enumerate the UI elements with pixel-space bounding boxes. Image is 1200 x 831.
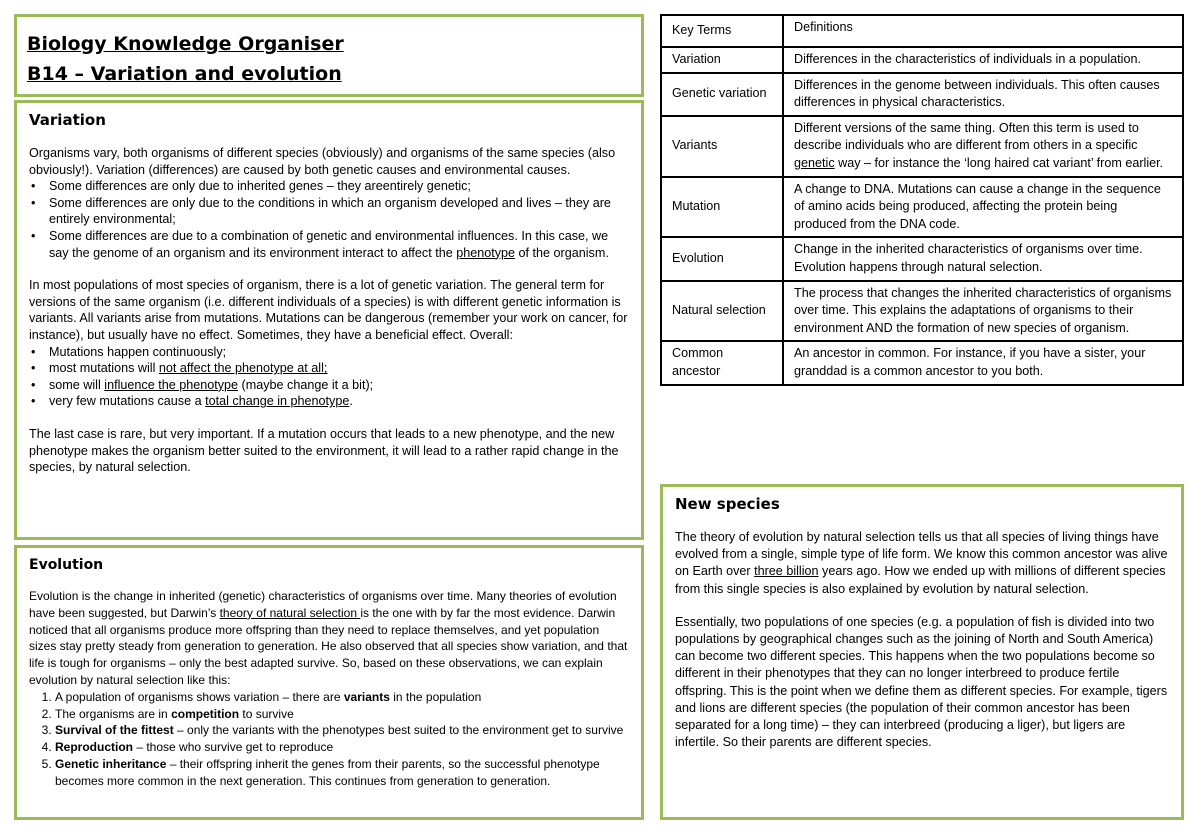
emphasis: genetic [794, 155, 835, 170]
list-item [55, 756, 629, 790]
text: The organisms are in [55, 706, 172, 721]
table-row [661, 177, 1183, 238]
list-item [49, 377, 629, 394]
title-line-1: Biology Knowledge Organiser [27, 33, 344, 55]
text: years ago. How we ended up with millions of different species from this single species is also explained by evolution by natural selection. [675, 564, 1166, 596]
natural-selection-steps [29, 689, 629, 790]
keyword: variants [343, 689, 390, 704]
new-species-section [660, 484, 1184, 820]
table-row [661, 237, 1183, 280]
text: Different versions of the same thing. Often this term is used to describe individuals who are different from others in a specific [794, 120, 1139, 153]
variation-causes-list [29, 178, 629, 261]
term-cell: Variants [661, 116, 783, 177]
text: – their offspring inherit the genes from their parents, so the successful phenotype becomes more common in the next generation. This continues from generation to generation. [55, 756, 600, 788]
variation-paragraph-2: In most populations of most species of organism, there is a lot of genetic variation. The general term for versions of the same organism (i.e. different individuals of a species) is with different genetic information is variants. All variants arise from mutations. Mutations can be dangerous (remember your work on cancer, for instance), but usually have no effect. Sometimes, they have a beneficial effect. Overall: [29, 278, 628, 342]
text: The theory of evolution by natural selection tells us that all species of living things have evolved from a single, simple type of life form. We know this common ancestor was alive on Earth over [675, 530, 1168, 579]
list-item [49, 393, 629, 410]
header-key-terms: Key Terms [661, 15, 783, 47]
variation-section [14, 100, 644, 540]
new-species-paragraph-1 [675, 529, 1169, 598]
text: A population of organisms shows variation – there are [55, 689, 344, 704]
term-cell: Natural selection [661, 281, 783, 342]
term-cell: Evolution [661, 237, 783, 280]
list-item [55, 689, 629, 706]
term-cell: Variation [661, 47, 783, 73]
text: . [349, 394, 353, 409]
keyword: Genetic inheritance [55, 756, 167, 771]
text: way – for instance the ‘long haired cat variant’ from earlier. [834, 155, 1164, 170]
text: in the population [389, 689, 482, 704]
table-row [661, 281, 1183, 342]
text: – those who survive get to reproduce [133, 740, 334, 755]
evolution-section [14, 545, 644, 820]
variation-heading: Variation [29, 111, 106, 129]
emphasis: not affect the phenotype at all; [158, 361, 328, 376]
text: (maybe change it a bit); [238, 377, 374, 392]
text: most mutations will [49, 361, 159, 376]
text: very few mutations cause a [49, 394, 206, 409]
definition-cell [783, 116, 1183, 177]
list-item [49, 228, 629, 261]
variation-paragraph-3: The last case is rare, but very important. If a mutation occurs that leads to a new phenotype, and the new phenotype makes the organism better suited to the environment, it will lead to a rather rapid change in the species, by natural selection. [29, 426, 619, 475]
list-item [55, 706, 629, 723]
new-species-paragraph-2: Essentially, two populations of one species (e.g. a population of fish is divided into two populations by geographical changes such as the joining of North and South America) can become two different species. This happens when the two populations become so different in their phenotypes that they can no longer interbreed to produce fertile offspring. This is the point when we define them as different species. For example, tigers and lions are different species (the population of their common ancestor has been separated for a long time) – they can interbreed (producing a liger), but ligers are infertile. So their parents are different species. [675, 614, 1168, 750]
list-item [55, 722, 629, 739]
evolution-heading: Evolution [29, 557, 104, 573]
emphasis: three billion [754, 564, 819, 579]
evolution-paragraph [29, 588, 629, 689]
definition-cell: Differences in the characteristics of individuals in a population. [783, 47, 1183, 73]
table-row [661, 47, 1183, 73]
text: of the organism. [515, 245, 609, 260]
text: is the one with by far the most evidence. Darwin noticed that all organisms produce more offspring than they need to replace themselves, and yet population sizes stay pretty steady from generation to generation. He also observed that all species show variation, and that life is tough for organisms – only the best adapted survive. So, based on these observations, we can explain evolution by natural selection like this: [29, 605, 628, 687]
keyword: competition [171, 706, 240, 721]
table-row [661, 341, 1183, 384]
key-terms-table [660, 14, 1184, 386]
emphasis: influence the phenotype [104, 377, 239, 392]
list-item [55, 739, 629, 756]
table-header-row [661, 15, 1183, 47]
variation-intro: Organisms vary, both organisms of different species (obviously) and organisms of the same species (also obviously!). Variation (differences) are caused by both genetic causes and environmental causes. [29, 146, 616, 177]
title-box [14, 14, 644, 97]
text: Some differences are due to a combination of genetic and environmental influences. In this case, we say the genome of an organism and its environment interact to affect the [49, 228, 609, 260]
title-line-2: B14 – Variation and evolution [27, 63, 342, 85]
list-item: • Mutations happen continuously; [49, 344, 629, 361]
text: some will [49, 377, 105, 392]
definition-cell: A change to DNA. Mutations can cause a change in the sequence of amino acids being produced, affecting the protein being produced from the DNA code. [783, 177, 1183, 238]
emphasis: total change in phenotype [205, 394, 350, 409]
emphasis: theory of natural selection [219, 605, 361, 620]
list-item [49, 360, 629, 377]
keyword: Survival of the fittest [55, 723, 174, 738]
header-definitions: Definitions [783, 15, 1183, 47]
list-item: • Some differences are only due to the conditions in which an organism developed and lives – they are entirely environmental; [49, 195, 629, 228]
table-row [661, 116, 1183, 177]
term-cell: Mutation [661, 177, 783, 238]
table-row [661, 73, 1183, 116]
text: Evolution is the change in inherited (genetic) characteristics of organisms over time. Many theories of evolution have been suggested, but Darwin’s [29, 589, 617, 620]
definition-cell: Differences in the genome between individuals. This often causes differences in physical characteristics. [783, 73, 1183, 116]
phenotype-term: phenotype [456, 245, 516, 260]
new-species-heading: New species [675, 495, 780, 513]
keyword: Reproduction [55, 740, 133, 755]
list-item: • Some differences are only due to inherited genes – they areentirely genetic; [49, 178, 629, 195]
term-cell: Genetic variation [661, 73, 783, 116]
definition-cell: Change in the inherited characteristics of organisms over time. Evolution happens through natural selection. [783, 237, 1183, 280]
mutation-list [29, 344, 629, 410]
definition-cell: An ancestor in common. For instance, if you have a sister, your granddad is a common ancestor to you both. [783, 341, 1183, 384]
term-cell: Common ancestor [661, 341, 783, 384]
text: to survive [239, 706, 294, 721]
text: – only the variants with the phenotypes best suited to the environment get to survive [173, 723, 624, 738]
definition-cell: The process that changes the inherited characteristics of organisms over time. This explains the adaptations of organisms to their environment AND the formation of new species of organism. [783, 281, 1183, 342]
